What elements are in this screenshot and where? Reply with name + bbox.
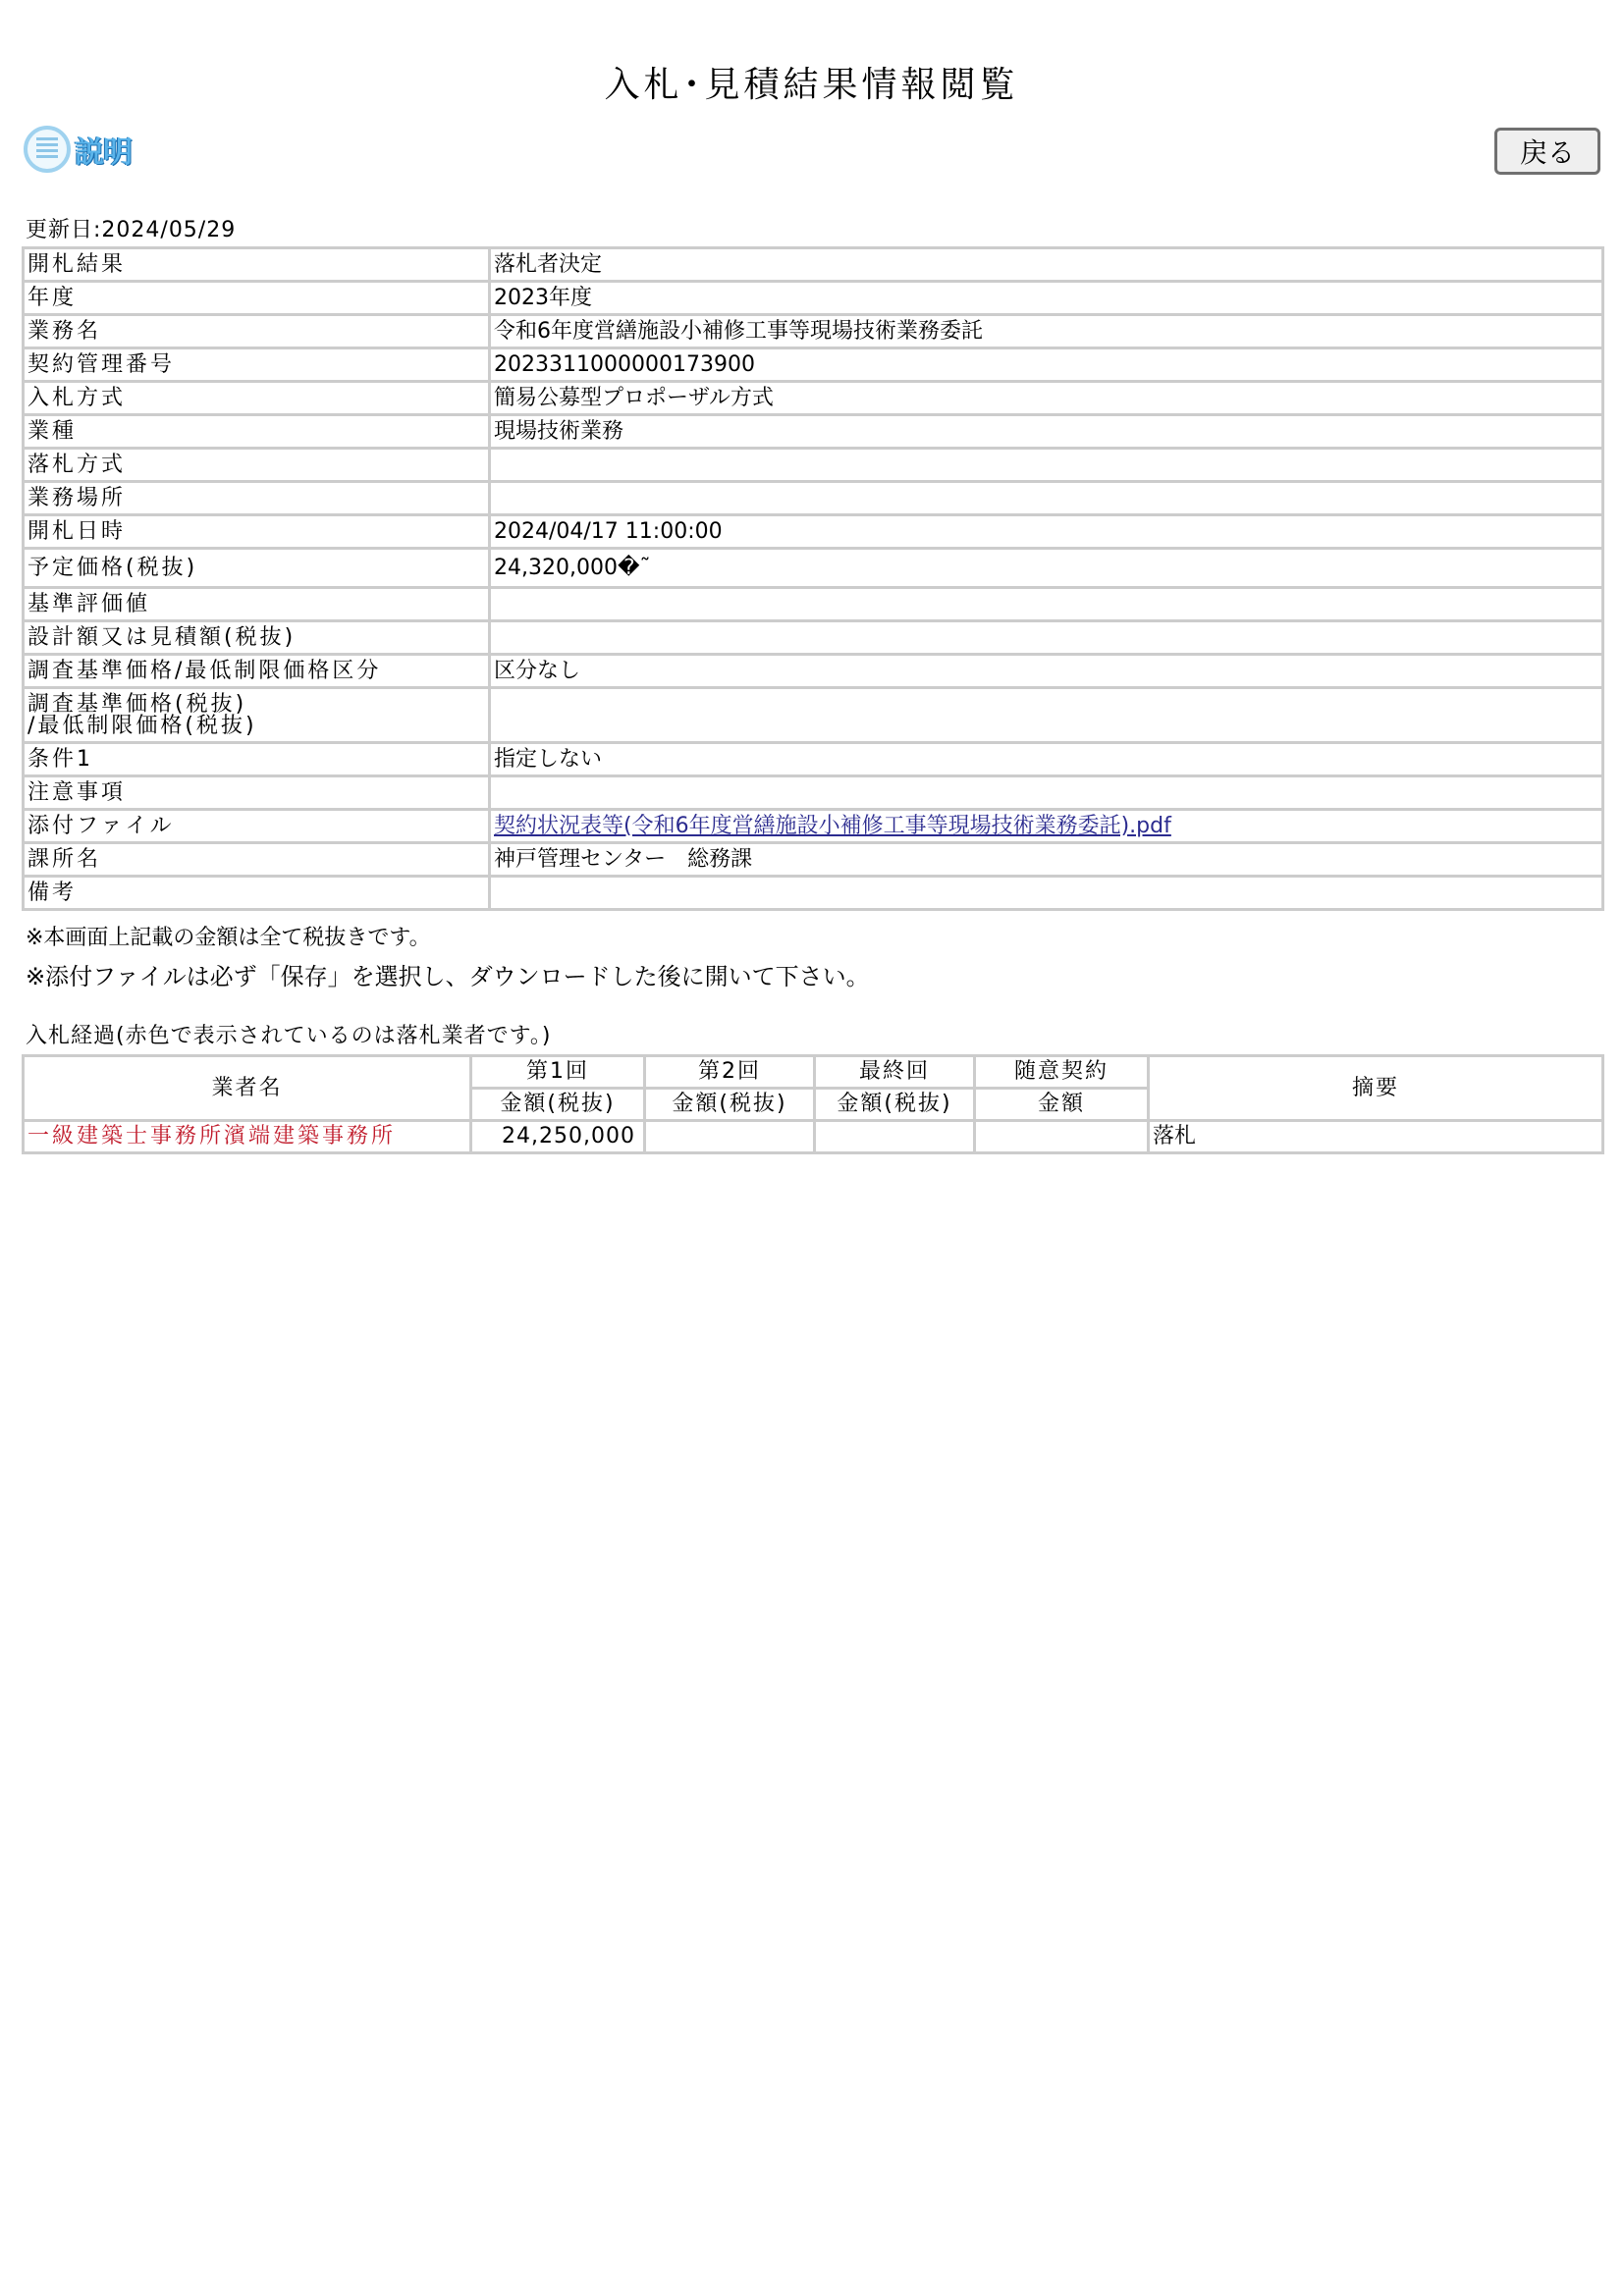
info-row: [24, 655, 1603, 688]
header-summary: 摘要: [1149, 1056, 1603, 1121]
info-label: 設計額又は見積額(税抜): [24, 621, 490, 655]
info-label: 入札方式: [24, 382, 490, 415]
info-label: 契約管理番号: [24, 348, 490, 382]
info-label: 年度: [24, 282, 490, 315]
info-label: 調査基準価格/最低制限価格区分: [24, 655, 490, 688]
header-round1: 第1回: [471, 1056, 645, 1089]
info-value: [490, 621, 1603, 655]
info-row: [24, 248, 1603, 282]
document-icon: [24, 126, 71, 173]
help-link[interactable]: [24, 126, 132, 173]
info-label: 備考: [24, 877, 490, 910]
header-round2: 第2回: [645, 1056, 815, 1089]
info-row: [24, 688, 1603, 743]
tax-note: ※本画面上記載の金額は全て税抜きです。: [26, 926, 431, 950]
info-row: [24, 810, 1603, 843]
help-label: 説明: [75, 135, 132, 170]
info-value: 令和6年度営繕施設小補修工事等現場技術業務委託: [490, 315, 1603, 348]
info-value: 2024/04/17 11:00:00: [490, 515, 1603, 549]
info-label: 業務名: [24, 315, 490, 348]
bid-round1: 24,250,000: [471, 1121, 645, 1153]
info-value: [490, 810, 1603, 843]
info-label: 条件1: [24, 743, 490, 776]
info-value: 2023311000000173900: [490, 348, 1603, 382]
info-value: [490, 482, 1603, 515]
header-company: 業者名: [24, 1056, 471, 1121]
info-row: [24, 348, 1603, 382]
info-label: [24, 688, 490, 743]
info-value: 24,320,000�˜: [490, 549, 1603, 588]
info-row: [24, 621, 1603, 655]
bid-table: [22, 1054, 1604, 1154]
info-row: [24, 282, 1603, 315]
info-label-line1: 調査基準価格(税抜): [27, 691, 247, 717]
header-round2-amount: 金額(税抜): [645, 1089, 815, 1121]
back-button[interactable]: 戻る: [1494, 128, 1600, 175]
header-negotiated-amount: 金額: [975, 1089, 1149, 1121]
info-table: [22, 246, 1604, 911]
info-row: [24, 743, 1603, 776]
info-value: 簡易公募型プロポーザル方式: [490, 382, 1603, 415]
info-value: 指定しない: [490, 743, 1603, 776]
header-final: 最終回: [815, 1056, 975, 1089]
info-label: 開札結果: [24, 248, 490, 282]
info-row: [24, 515, 1603, 549]
bid-company: 一級建築士事務所濱端建築事務所: [24, 1121, 471, 1153]
bid-round2: [645, 1121, 815, 1153]
info-row: [24, 588, 1603, 621]
info-row: [24, 843, 1603, 877]
info-label: 注意事項: [24, 776, 490, 810]
info-value: 神戸管理センター 総務課: [490, 843, 1603, 877]
info-label: 業種: [24, 415, 490, 449]
header-final-amount: 金額(税抜): [815, 1089, 975, 1121]
bid-final: [815, 1121, 975, 1153]
attachment-link[interactable]: 契約状況表等(令和6年度営繕施設小補修工事等現場技術業務委託).pdf: [494, 813, 1171, 838]
info-value: 2023年度: [490, 282, 1603, 315]
info-row: [24, 382, 1603, 415]
info-row: [24, 315, 1603, 348]
info-value: [490, 588, 1603, 621]
info-value: [490, 776, 1603, 810]
info-label: 開札日時: [24, 515, 490, 549]
info-label: 基準評価値: [24, 588, 490, 621]
info-label: 課所名: [24, 843, 490, 877]
info-row: [24, 776, 1603, 810]
info-value: 区分なし: [490, 655, 1603, 688]
bid-summary: 落札: [1149, 1121, 1603, 1153]
info-value: [490, 688, 1603, 743]
file-note: ※添付ファイルは必ず「保存」を選択し、ダウンロードした後に開いて下さい。: [26, 963, 870, 990]
info-row: [24, 415, 1603, 449]
updated-date: 更新日:2024/05/29: [26, 218, 237, 242]
info-row: [24, 549, 1603, 588]
page-title: 入札･見積結果情報閲覧: [604, 65, 1019, 105]
info-label: 添付ファイル: [24, 810, 490, 843]
info-value: [490, 449, 1603, 482]
info-value: 現場技術業務: [490, 415, 1603, 449]
info-label: 業務場所: [24, 482, 490, 515]
info-row: [24, 877, 1603, 910]
header-round1-amount: 金額(税抜): [471, 1089, 645, 1121]
info-row: [24, 482, 1603, 515]
info-value: [490, 877, 1603, 910]
bid-caption: 入札経過(赤色で表示されているのは落札業者です。): [26, 1024, 552, 1048]
bid-row: [24, 1121, 1603, 1153]
header-negotiated: 随意契約: [975, 1056, 1149, 1089]
info-value: 落札者決定: [490, 248, 1603, 282]
bid-negotiated: [975, 1121, 1149, 1153]
info-label: 落札方式: [24, 449, 490, 482]
info-row: [24, 449, 1603, 482]
info-label: 予定価格(税抜): [24, 549, 490, 588]
info-label-line2: /最低制限価格(税抜): [27, 713, 257, 738]
